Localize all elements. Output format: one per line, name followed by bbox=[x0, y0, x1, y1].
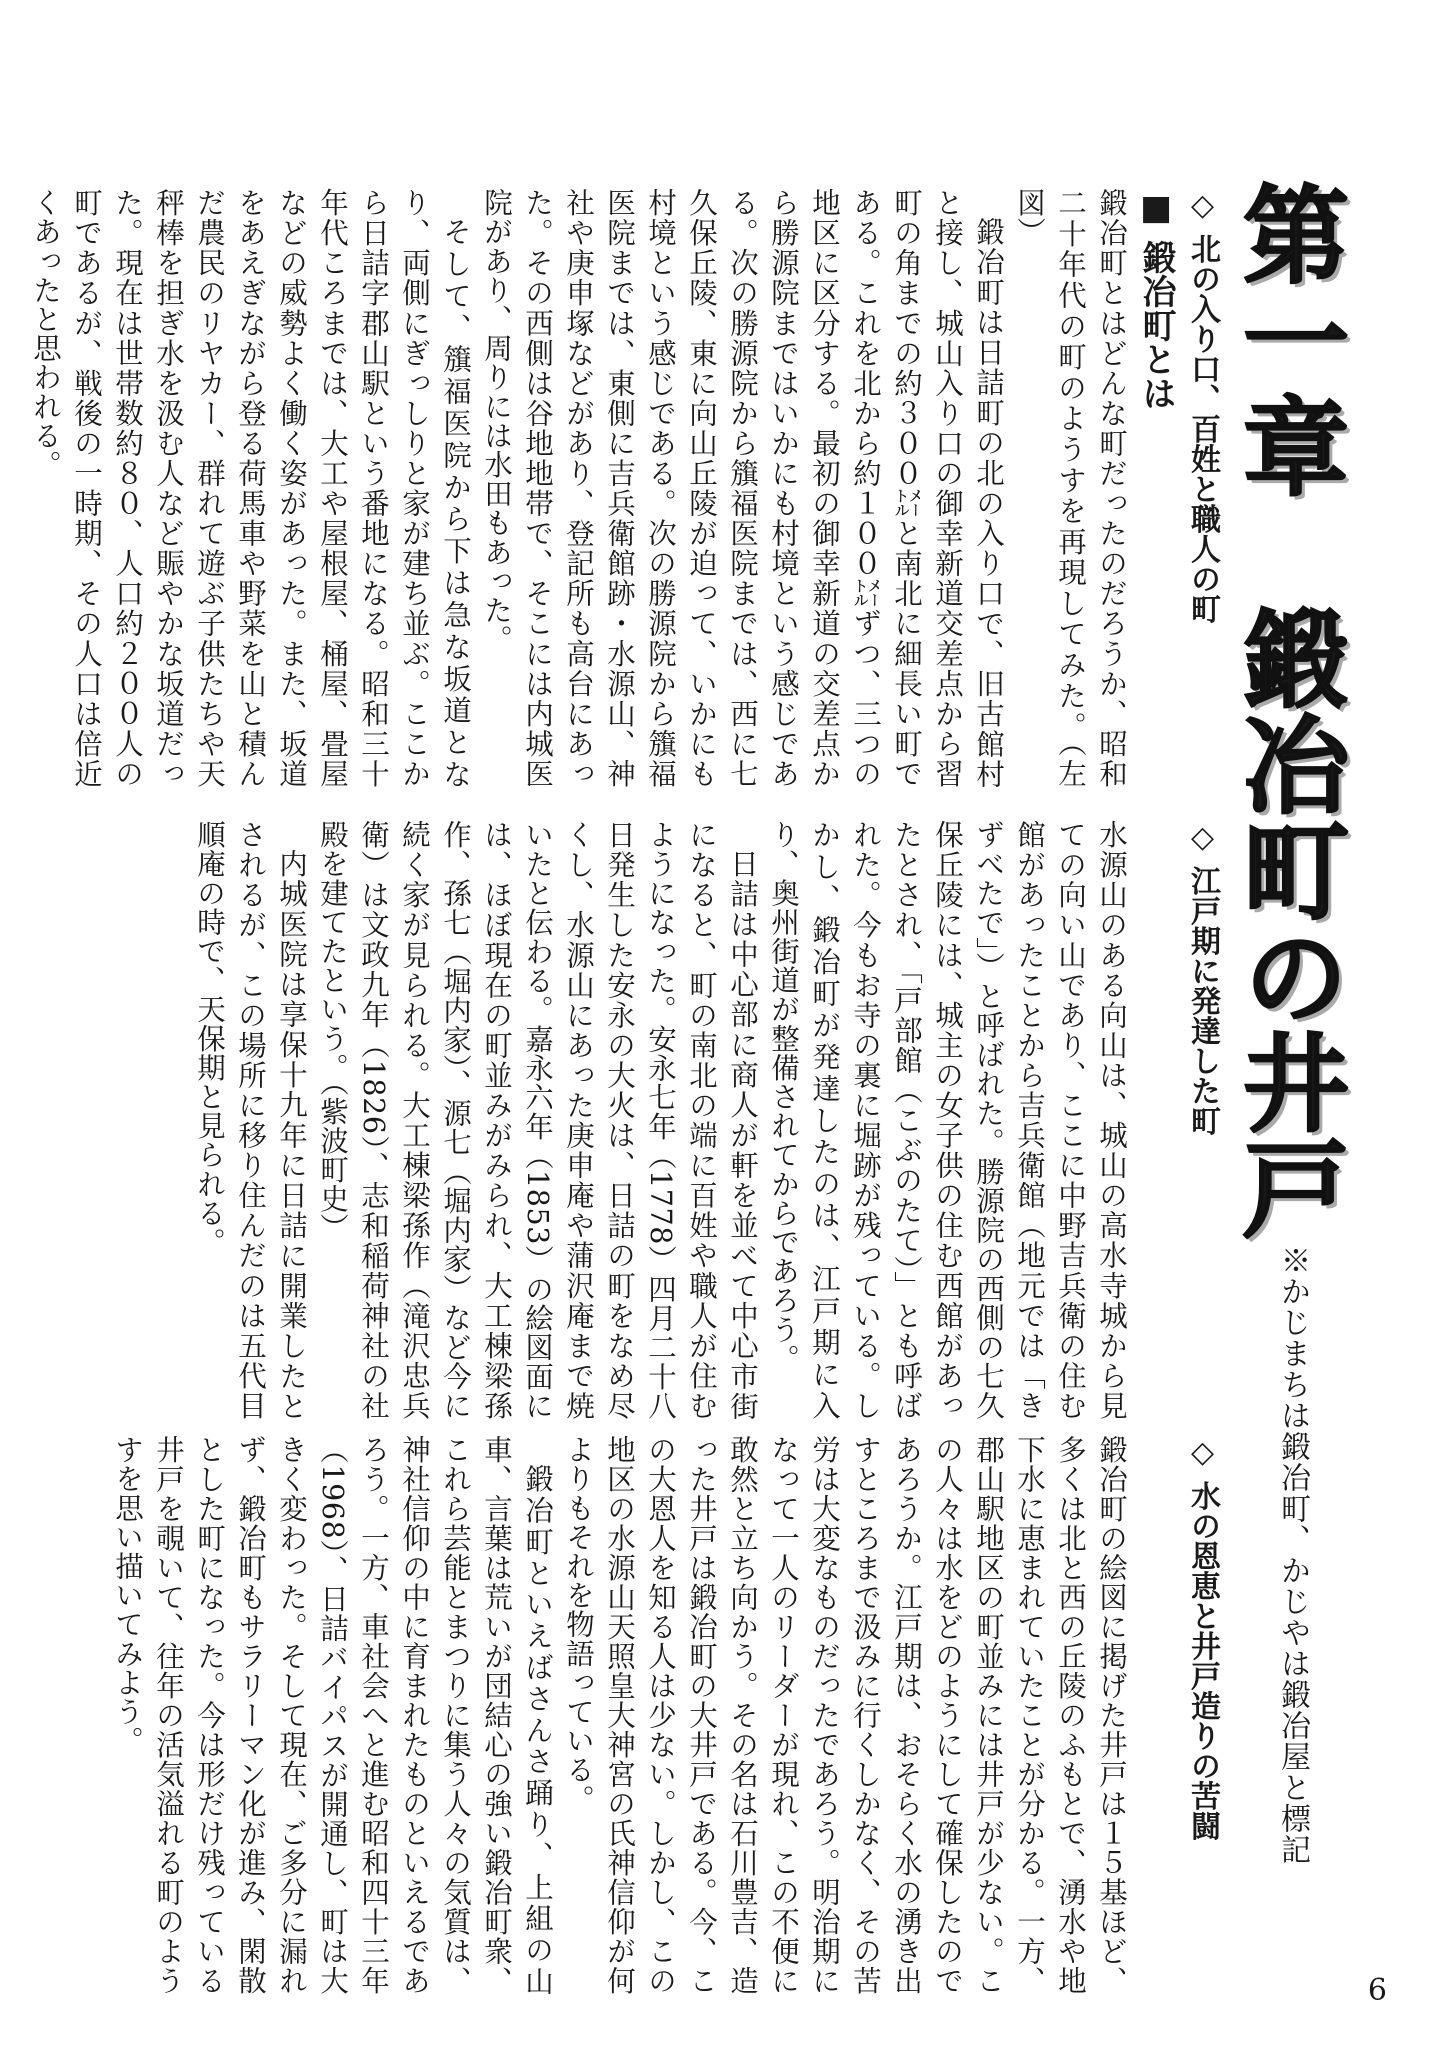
section-title: ■ 鍛冶町とは bbox=[1136, 188, 1176, 410]
chapter-note: ※かじまちは鍛冶町、かじやは鍛冶屋と標記 bbox=[1275, 1245, 1310, 1865]
subsection-title-north-entrance: ◇ 北の入り口、百姓と職人の町 bbox=[1185, 188, 1220, 624]
paragraph: そして、籏福医院から下は急な坂道となり、両側にぎっしりと家が建ち並ぶ。ここから日詰字郡山駅という番地になる。昭和三十年代ころまでは、大工や屋根屋、桶屋、畳屋などの威勢よく働く姿があった。また、坂道をあえぎながら登る荷馬車や野菜を山と積んだ農民のリヤカー、群れて遊ぶ子供たちや天秤棒を担ぎ水を汲む人など賑やかな坂道だった。現在は世帯数約８０、人口約２００人の町であるが、戦後の一時期、その人口は倍近くあったと思われる。 bbox=[29, 188, 472, 788]
page-number: 6 bbox=[1367, 1973, 1387, 2008]
paragraph: 鍛冶町とはどんな町だったのだろうか、昭和二十年代の町のようすを再現してみた。（左図） bbox=[1013, 188, 1128, 788]
body-text-edo-period bbox=[0, 820, 1132, 1420]
paragraph: 鍛冶町といえばさんさ踊り、上組の山車、言葉は荒いが団結心の強い鍛冶町衆、これら芸能とまつりに集う人々の気質は、神社信仰の中に育まれたものといえるであろう。一方、車社会へと進む昭和四十三年（1968）、日詰バイパスが開通し、町は大きく変わった。そして現在、ご多分に漏れず、鍛冶町もサラリーマン化が進み、閑散とした町になった。今は形だけ残っている井戸を覗いて、往年の活気溢れる町のようすを思い描いてみよう。 bbox=[111, 1435, 554, 1995]
body-text-water-wells bbox=[0, 1435, 1132, 1995]
paragraph: 鍛冶町は日詰町の北の入り口で、旧古館村と接し、城山入り口の御幸新道交差点から習町の角までの約３００㍍と南北に細長い町である。これを北から約１００㍍ずつ、三つの地区に区分する。最初の御幸新道の交差点から勝源院まではいかにも村境という感じである。次の勝源院から籏福医院までは、西に七久保丘陵、東に向山丘陵が迫って、いかにも村境という感じである。次の勝源院から籏福医院までは、東側に吉兵衛館跡・水源山、神社や庚申塚などがあり、登記所も高台にあった。その西側は谷地地帯で、そこには内城医院があり、周りには水田もあった。 bbox=[480, 188, 1005, 788]
body-text-north-entrance bbox=[0, 188, 1132, 788]
paragraph: 内城医院は享保十九年に日詰に開業したとされるが、この場所に移り住んだのは五代目順庵の時で、天保期と見られる。 bbox=[193, 820, 308, 1420]
paragraph: 鍛冶町の絵図に掲げた井戸は１５基ほど、多くは北と西の丘陵のふもとで、湧水や地下水に恵まれていたことが分かる。一方、郡山駅地区の町並みには井戸が少ない。この人々は水をどのようにして確保したのであろうか。江戸期は、おそらく水の湧き出すところまで汲みに行くしかなく、その苦労は大変なものだったであろう。明治期になって一人のリーダーが現れ、この不便に敢然と立ち向かう。その名は石川豊吉、造った井戸は鍛冶町の大井戸である。今、この大恩人を知る人は少ない。しかし、この地区の水源山天照皇大神宮の氏神信仰が何よりもそれを物語っている。 bbox=[562, 1435, 1128, 1995]
chapter-title: 第一章 鍛冶町の井戸 bbox=[1226, 180, 1349, 1240]
paragraph: 水源山のある向山は、城山の高水寺城から見ての向い山であり、ここに中野吉兵衛の住む館があったことから吉兵衛館（地元では「きずべたで」）と呼ばれた。勝源院の西側の七久保丘陵には、城主の女子供の住む西館があったとされ、「戸部館（こぶのたて）」とも呼ばれた。今もお寺の裏に堀跡が残っている。しかし、鍛冶町が発達したのは、江戸期に入り、奥州街道が整備されてからであろう。 bbox=[767, 820, 1128, 1420]
subsection-title-water-wells: ◇ 水の恩恵と井戸造りの苦闘 bbox=[1185, 1435, 1220, 1841]
paragraph: 日詰は中心部に商人が軒を並べて中心市街になると、町の南北の端に百姓や職人が住むようになった。安永七年（1778）四月二十八日発生した安永の大火は、日詰の町をなめ尽くし、水源山にあった庚申庵や蒲沢庵まで焼いたと伝わる。嘉永六年（1853）の絵図面には、ほぼ現在の町並みがみられ、大工棟梁孫作、孫七（堀内家）、源七（堀内家）など今に続く家が見られる。大工棟梁孫作（滝沢忠兵衛）は文政九年（1826）、志和稲荷神社の社殿を建てたという。（紫波町史） bbox=[316, 820, 759, 1420]
subsection-title-edo-period: ◇ 江戸期に発達した町 bbox=[1185, 820, 1220, 1136]
